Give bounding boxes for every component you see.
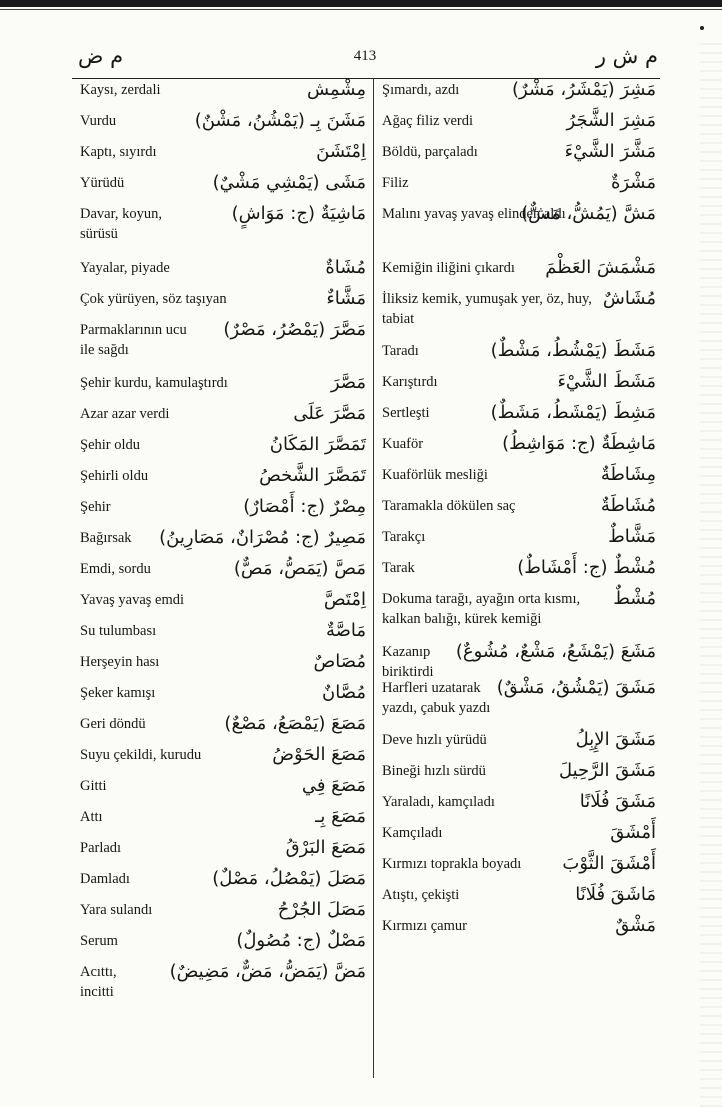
dictionary-entry	[382, 885, 656, 916]
arabic-headword: مَصَلَ الجُرْحُ	[277, 899, 366, 920]
arabic-headword: مَصِيرٌ (ج: مُصْرَانٌ، مَصَارِينُ)	[159, 527, 366, 548]
arabic-headword: مَشَطَ الشَّيْءَ	[557, 371, 656, 392]
dictionary-entry	[382, 204, 656, 258]
arabic-headword: مَشَّاطٌ	[608, 526, 656, 547]
turkish-gloss: Damladı	[80, 871, 130, 887]
turkish-gloss: Taradı	[382, 343, 419, 359]
dictionary-entry	[80, 869, 366, 900]
arabic-headword: مَصَّ (يَمَصُّ، مَصٌّ)	[233, 558, 366, 579]
page-header	[72, 44, 658, 74]
dictionary-entry	[382, 642, 656, 678]
dictionary-entry	[382, 111, 656, 142]
dictionary-entry	[80, 373, 366, 404]
arabic-headword: مَشَّرَ الشَّيْءَ	[564, 141, 656, 162]
dictionary-entry	[80, 559, 366, 590]
turkish-gloss: Azar azar verdi	[80, 406, 170, 422]
dictionary-entry	[80, 776, 366, 807]
dictionary-entry	[382, 792, 656, 823]
turkish-gloss: Gitti	[80, 778, 107, 794]
arabic-headword: تَمَصَّرَ المَكَانُ	[269, 434, 366, 455]
dictionary-entry	[382, 173, 656, 204]
turkish-gloss: Yürüdü	[80, 175, 125, 191]
turkish-gloss: Parladı	[80, 840, 122, 856]
turkish-gloss: Kemiğin iliğini çıkardı	[382, 260, 515, 276]
turkish-gloss: Filiz	[382, 175, 409, 191]
arabic-headword: مَصَّرَ عَلَى	[293, 403, 366, 424]
dictionary-entry	[382, 589, 656, 642]
dictionary-entry	[80, 466, 366, 497]
dictionary-entry	[80, 142, 366, 173]
dictionary-entry	[382, 761, 656, 792]
arabic-headword: مُصَاصٌ	[313, 651, 366, 672]
turkish-gloss: Sertleşti	[382, 405, 430, 421]
arabic-headword: مَصَلَ (يَمْصُلُ، مَصْلٌ)	[212, 868, 366, 889]
arabic-headword: مُصَّانٌ	[322, 682, 366, 703]
turkish-gloss: Şehir	[80, 499, 111, 515]
arabic-headword: مِصْرٌ (ج: أَمْصَارٌ)	[243, 496, 366, 517]
turkish-gloss: Herşeyin hası	[80, 654, 160, 670]
dictionary-entry	[382, 258, 656, 289]
dictionary-entry	[382, 289, 656, 341]
turkish-gloss: Kazanıp biriktirdi	[382, 644, 434, 680]
dictionary-entry	[382, 496, 656, 527]
turkish-gloss: Serum	[80, 933, 118, 949]
arabic-headword: مَصَعَ (يَمْصَعُ، مَصْعٌ)	[224, 713, 366, 734]
dictionary-entry	[80, 838, 366, 869]
turkish-gloss: Harfleri uzatarak yazdı, çabuk yazdı	[382, 680, 491, 716]
arabic-headword: اِمْتَصَّ	[323, 589, 366, 610]
arabic-headword: مَشِرَ (يَمْشَرُ، مَشْرٌ)	[512, 79, 656, 100]
arabic-headword: مَشَّ (يَمُشُّ، مَشٌّ)	[521, 203, 656, 224]
dictionary-entry	[80, 528, 366, 559]
dictionary-entry	[80, 590, 366, 621]
dictionary-entry	[382, 341, 656, 372]
dictionary-entry	[80, 931, 366, 962]
dictionary-entry	[80, 404, 366, 435]
arabic-headword: مَشَنَ بِـ (يَمْشُنُ، مَشْنٌ)	[194, 110, 366, 131]
dictionary-entry	[80, 80, 366, 111]
arabic-headword: مَشْمَشَ العَظْمَ	[545, 257, 656, 278]
turkish-gloss: Bağırsak	[80, 530, 132, 546]
dictionary-entry	[80, 962, 366, 1012]
dictionary-entry	[382, 558, 656, 589]
arabic-headword: مَاشِيَةٌ (ج: مَوَاشٍ)	[231, 203, 366, 224]
arabic-headword: مَصَّرَ (يَمْصُرُ، مَصْرٌ)	[223, 319, 366, 340]
turkish-gloss: Karıştırdı	[382, 374, 438, 390]
arabic-headword: مُشْطٌ	[613, 588, 656, 609]
dictionary-entry	[382, 465, 656, 496]
dictionary-entry	[382, 372, 656, 403]
turkish-gloss: Attı	[80, 809, 103, 825]
arabic-headword: مُشْطٌ (ج: أَمْشَاطٌ)	[517, 557, 656, 578]
turkish-gloss: İliksiz kemik, yumuşak yer, öz, huy, tabiat	[382, 291, 592, 327]
dictionary-entry	[382, 527, 656, 558]
turkish-gloss: Davar, koyun, sürüsü	[80, 206, 162, 242]
turkish-gloss: Böldü, parçaladı	[382, 144, 478, 160]
dictionary-entry	[80, 900, 366, 931]
top-border	[0, 0, 722, 7]
arabic-headword: مَصْلٌ (ج: مُصُولٌ)	[236, 930, 366, 951]
arabic-headword: مَشْقٌ	[615, 915, 656, 936]
header-left-letters: م ض	[78, 44, 124, 68]
arabic-headword: مَشَقَ (يَمْشُقُ، مَشْقٌ)	[496, 677, 656, 698]
print-speck	[700, 26, 704, 30]
dictionary-entry	[382, 142, 656, 173]
dictionary-entry	[80, 173, 366, 204]
turkish-gloss: Tarakçı	[382, 529, 426, 545]
turkish-gloss: Kırmızı toprakla boyadı	[382, 856, 522, 872]
dictionary-entry	[80, 204, 366, 258]
arabic-headword: مَشَقَ فُلَانًا	[579, 791, 656, 812]
arabic-headword: مُشَاةٌ	[325, 257, 366, 278]
dictionary-entry	[80, 621, 366, 652]
turkish-gloss: Emdi, sordu	[80, 561, 151, 577]
arabic-headword: مَصَعَ الحَوْضُ	[272, 744, 366, 765]
arabic-headword: مَصَعَ بِـ	[315, 806, 366, 827]
turkish-gloss: Tarak	[382, 560, 415, 576]
turkish-gloss: Kuaförlük mesliği	[382, 467, 488, 483]
turkish-gloss: Kuaför	[382, 436, 424, 452]
dictionary-entry	[80, 683, 366, 714]
dictionary-entry	[80, 289, 366, 320]
arabic-headword: أَمْشَقَ	[610, 822, 656, 843]
turkish-gloss: Dokuma tarağı, ayağın orta kısmı, kalkan balığı, kürek kemiği	[382, 591, 581, 627]
arabic-headword: مَاشَقَ فُلَانًا	[575, 884, 656, 905]
dictionary-entry	[80, 111, 366, 142]
column-divider	[373, 78, 374, 1078]
turkish-gloss: Şehir kurdu, kamulaştırdı	[80, 375, 228, 391]
arabic-headword: اِمْتَشَنَ	[316, 141, 366, 162]
turkish-gloss: Atıştı, çekişti	[382, 887, 460, 903]
turkish-gloss: Şeker kamışı	[80, 685, 156, 701]
arabic-headword: مِشْمِش	[306, 79, 366, 100]
turkish-gloss: Suyu çekildi, kurudu	[80, 747, 202, 763]
turkish-gloss: Taramakla dökülen saç	[382, 498, 516, 514]
arabic-headword: مَشَعَ (يَمْشَعُ، مَشْعٌ، مُشُوعٌ)	[455, 641, 656, 662]
arabic-headword: مَاشِطَةٌ (ج: مَوَاشِطُ)	[502, 433, 656, 454]
dictionary-entry	[382, 916, 656, 947]
left-column	[80, 80, 366, 1012]
dictionary-entry	[382, 730, 656, 761]
dictionary-entry	[80, 745, 366, 776]
arabic-headword: مَشِرَ الشَّجَرُ	[566, 110, 656, 131]
dictionary-entry	[80, 714, 366, 745]
top-border-thin	[0, 9, 722, 10]
arabic-headword: مَشِطَ (يَمْشَطُ، مَشَطٌ)	[490, 402, 656, 423]
header-right-letters: م ش ر	[595, 44, 658, 68]
dictionary-entry	[382, 823, 656, 854]
turkish-gloss: Şehir oldu	[80, 437, 141, 453]
arabic-headword: مَشَّاءٌ	[326, 288, 366, 309]
turkish-gloss: Kırmızı çamur	[382, 918, 467, 934]
arabic-headword: مَشَى (يَمْشِي مَشْيٌ)	[212, 172, 366, 193]
dictionary-entry	[80, 497, 366, 528]
turkish-gloss: Geri döndü	[80, 716, 146, 732]
turkish-gloss: Yaraladı, kamçıladı	[382, 794, 495, 810]
turkish-gloss: Vurdu	[80, 113, 117, 129]
arabic-headword: مَشَطَ (يَمْشُطُ، مَشْطٌ)	[490, 340, 656, 361]
dictionary-entry	[382, 403, 656, 434]
arabic-headword: مِشَاطَةٌ	[600, 464, 656, 485]
arabic-headword: مَشَقَ الرَّحِيلَ	[558, 760, 656, 781]
dictionary-entry	[80, 652, 366, 683]
turkish-gloss: Kaysı, zerdali	[80, 82, 161, 98]
arabic-headword: مَصَعَ فِي	[301, 775, 366, 796]
turkish-gloss: Şımardı, azdı	[382, 82, 460, 98]
arabic-headword: مَشْرَةٌ	[610, 172, 656, 193]
turkish-gloss: Kamçıladı	[382, 825, 443, 841]
arabic-headword: مَصَعَ البَرْقُ	[285, 837, 366, 858]
turkish-gloss: Ağaç filiz verdi	[382, 113, 473, 129]
dictionary-entry	[80, 320, 366, 373]
dictionary-entry	[80, 258, 366, 289]
turkish-gloss: Yayalar, piyade	[80, 260, 170, 276]
arabic-headword: مَضَّ (يَمَضُّ، مَضٌّ، مَضِيضٌ)	[169, 961, 366, 982]
turkish-gloss: Yara sulandı	[80, 902, 153, 918]
turkish-gloss: Çok yürüyen, söz taşıyan	[80, 291, 227, 307]
dictionary-entry	[382, 678, 656, 730]
arabic-headword: مَصَّرَ	[330, 372, 366, 393]
dictionary-entry	[382, 80, 656, 111]
arabic-headword: أَمْشَقَ الثَّوْبَ	[562, 853, 656, 874]
turkish-gloss: Su tulumbası	[80, 623, 157, 639]
turkish-gloss: Şehirli oldu	[80, 468, 149, 484]
dictionary-entry	[382, 854, 656, 885]
turkish-gloss: Kaptı, sıyırdı	[80, 144, 157, 160]
arabic-headword: تَمَصَّرَ الشَّخصُ	[259, 465, 366, 486]
right-column	[382, 80, 656, 947]
arabic-headword: مُشَاطَةٌ	[600, 495, 656, 516]
scan-edge	[700, 40, 722, 1107]
turkish-gloss: Deve hızlı yürüdü	[382, 732, 487, 748]
dictionary-entry	[80, 435, 366, 466]
dictionary-entry	[382, 434, 656, 465]
arabic-headword: مَاصَّةٌ	[325, 620, 366, 641]
arabic-headword: مَشَقَ الإِبِلُ	[575, 729, 656, 750]
page-number: 413	[353, 48, 377, 64]
arabic-headword: مُشَاشٌ	[602, 288, 656, 309]
dictionary-entry	[80, 807, 366, 838]
turkish-gloss: Yavaş yavaş emdi	[80, 592, 185, 608]
turkish-gloss: Malını yavaş yavaş elinden aldı	[382, 206, 566, 222]
turkish-gloss: Bineği hızlı sürdü	[382, 763, 486, 779]
turkish-gloss: Parmaklarının ucu ile sağdı	[80, 322, 187, 358]
turkish-gloss: Acıttı, incitti	[80, 964, 117, 1000]
